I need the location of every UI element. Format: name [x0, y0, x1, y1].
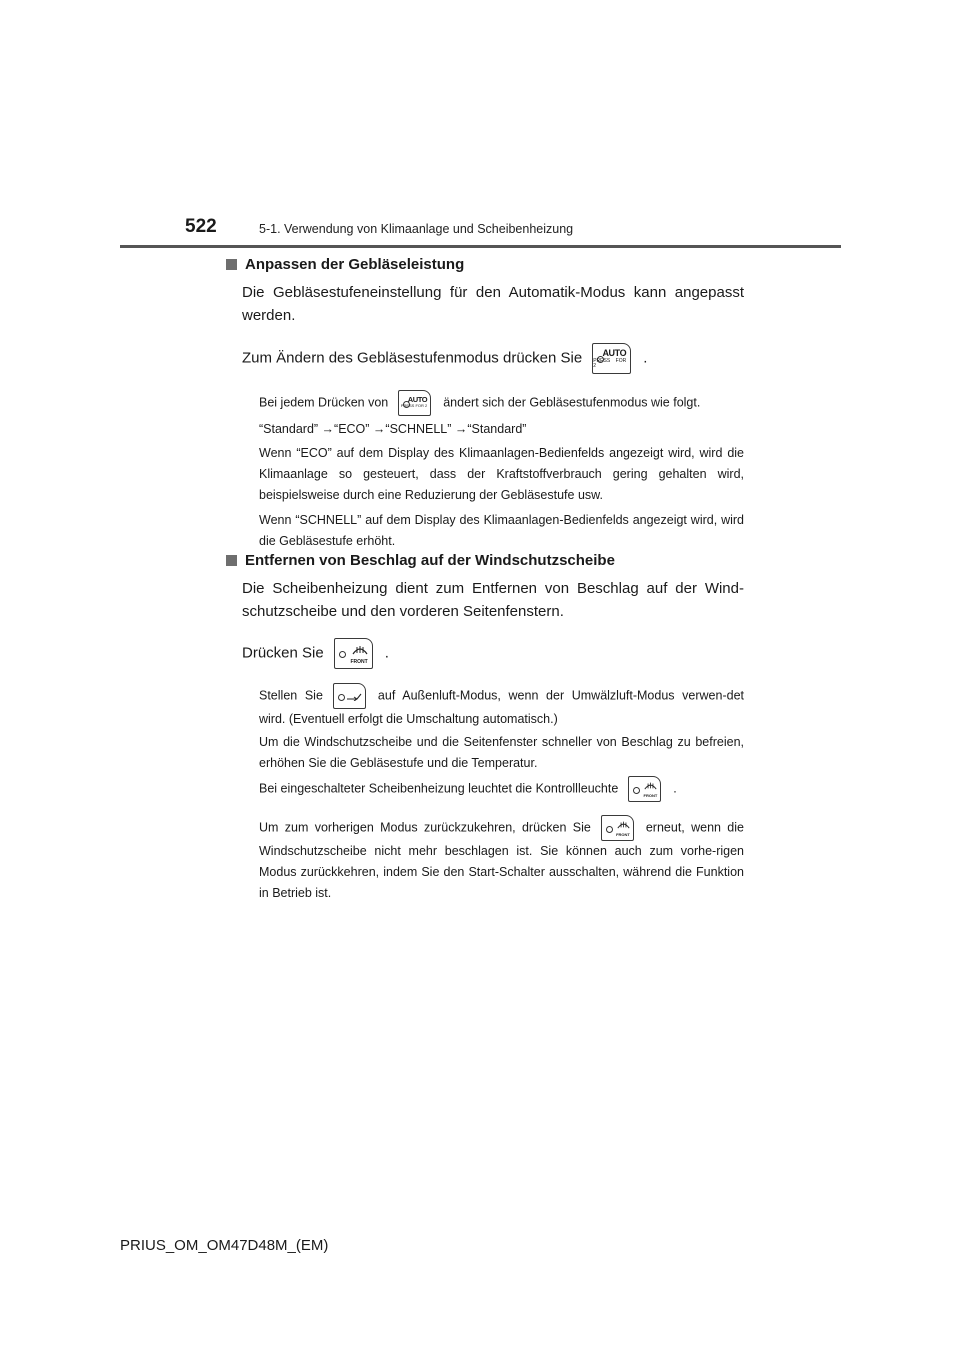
note-eco: Wenn “ECO” auf dem Display des Klimaanlagen-Bedienfelds angezeigt wird, wird die Klimaanlage so gesteuert, dass der Kraftstoffverbrauch gering gehalten wird, beispielsweise durch eine Reduzierung der Gebläsestufe usw.: [259, 446, 744, 502]
note-each-press: Bei jedem Drücken von AUTO PRESS FOR 2 ändert sich der Gebläsestufenmodus wie folgt.: [259, 390, 744, 416]
section-title: 5-1. Verwendung von Klimaanlage und Scheibenheizung: [259, 222, 574, 236]
paragraph-press-front: Drücken Sie FRONT .: [242, 638, 744, 669]
front-defroster-indicator-icon: FRONT: [628, 776, 661, 802]
page-number: 522: [185, 216, 217, 237]
heading-fan-output: [226, 256, 464, 273]
paragraph-defogger: Die Scheibenheizung dient zum Entfernen von Beschlag auf der Wind-schutzscheibe und den vorderen Seitenfenstern.: [242, 580, 744, 620]
mode-sequence: “Standard” →“ECO” →“SCHNELL” →“Standard”: [259, 422, 527, 436]
square-bullet-icon: [226, 555, 237, 566]
paragraph-change-mode: Zum Ändern des Gebläsestufenmodus drücken Sie AUTO PRESS FOR 2 .: [242, 343, 744, 374]
document-code: PRIUS_OM_OM47D48M_(EM): [120, 1237, 329, 1254]
note-schnell: Wenn “SCHNELL” auf dem Display des Klimaanlagen-Bedienfelds angezeigt wird, wird die Gebläsestufe erhöht.: [259, 513, 744, 548]
square-bullet-icon: [226, 259, 237, 270]
note-return-previous: Um zum vorherigen Modus zurückzukehren, drücken Sie FRONT erneut, wenn die Windschutzscheibe nicht mehr beschlagen ist. Sie können auch zum vorhe-rigen Modus zurückkehren, indem Sie den Start-Schalter ausschalten, während die Funktion in Betrieb ist.: [259, 815, 744, 904]
paragraph-fan-setting: Die Gebläsestufeneinstellung für den Automatik-Modus kann angepasst werden.: [242, 284, 744, 324]
note-faster-defog: Um die Windschutzscheibe und die Seitenfenster schneller von Beschlag zu befreien, erhöhen Sie die Gebläsestufe und die Temperatur.: [259, 735, 744, 770]
auto-button-small-icon: AUTO PRESS FOR 2: [398, 390, 431, 416]
front-defroster-button-small-icon: FRONT: [601, 815, 634, 841]
heading-text: Entfernen von Beschlag auf der Windschutzscheibe: [245, 552, 615, 569]
front-defroster-button-icon: FRONT: [334, 638, 373, 669]
note-indicator: Bei eingeschalteter Scheibenheizung leuchtet die Kontrollleuchte FRONT .: [259, 776, 744, 802]
heading-text: Anpassen der Gebläseleistung: [245, 256, 465, 273]
heading-defog: [226, 552, 615, 569]
header-divider: [120, 245, 841, 248]
outside-air-button-icon: [333, 683, 366, 709]
auto-button-icon: AUTO PRESS FOR 2: [592, 343, 631, 374]
note-outside-air: Stellen Sie auf Außenluft-Modus, wenn der Umwälzluft-Modus verwen-det wird. (Eventuell erfolgt die Umschaltung automatisch.): [259, 683, 744, 730]
